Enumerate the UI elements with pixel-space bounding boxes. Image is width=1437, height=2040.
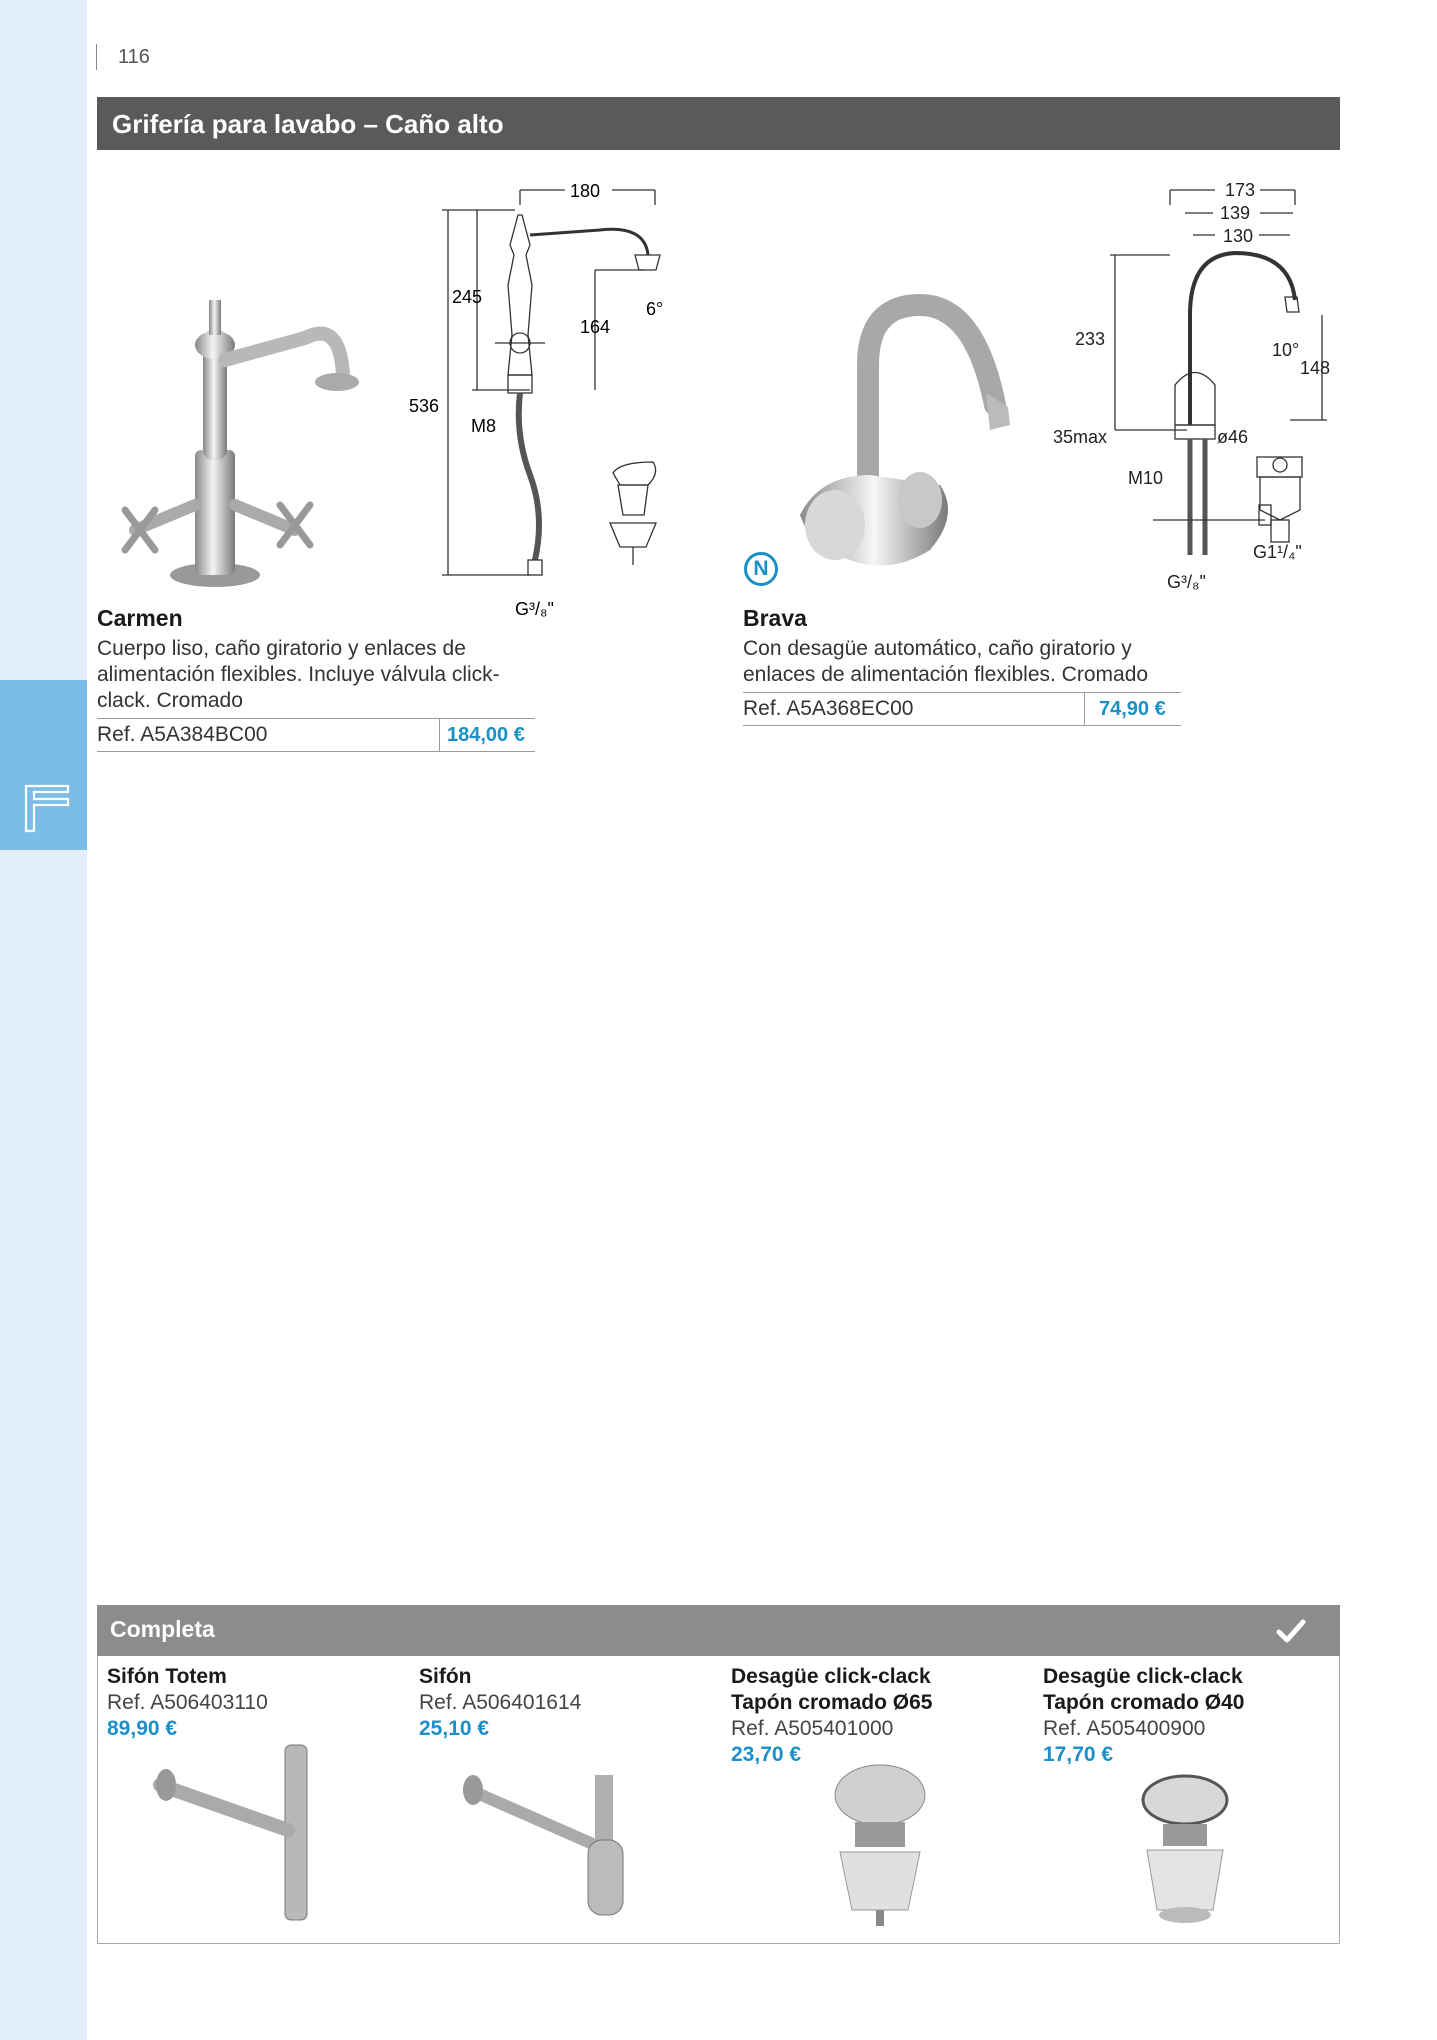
accessory-item [731,1664,1021,1768]
accessory-ref: Ref. A505401000 [731,1717,894,1740]
price: 74,90 € [1099,698,1166,720]
dim-diameter: ø46 [1217,427,1249,447]
complement-bar [97,1605,1340,1656]
product-name-carmen: Carmen [97,605,183,631]
ref-code: Ref. A5A384BC00 [97,723,268,746]
dim-245: 245 [452,287,483,307]
dim-angle: 6° [646,299,664,319]
brava-technical-drawing [1053,175,1345,595]
dim-164: 164 [580,317,611,337]
check-icon [1276,1618,1306,1644]
accessory-price: 17,70 € [1043,1743,1114,1766]
dim-thread: M10 [1128,468,1164,488]
accessory-price: 89,90 € [107,1717,178,1740]
drain-40-image [1125,1770,1245,1935]
brava-faucet-image [760,285,1030,585]
faucet-icon [22,783,74,835]
accessory-name: Desagüe click-clack [731,1665,931,1688]
accessory-ref: Ref. A506401614 [419,1691,582,1714]
ref-divider [1084,693,1085,725]
siphon-totem-image [150,1745,350,1925]
dim-173: 173 [1225,180,1256,200]
accessory-ref: Ref. A506403110 [107,1691,268,1714]
product-description-carmen [97,636,537,714]
dim-connector: G³/₈" [1167,572,1206,592]
product-description-brava [743,636,1203,688]
ref-code: Ref. A5A368EC00 [743,697,914,720]
description-line: clack. Cromado [97,689,243,712]
page-number: 116 [118,46,150,68]
dim-drain: G1¹/₄" [1253,542,1302,562]
carmen-faucet-image [115,290,375,595]
product-name-brava: Brava [743,605,807,631]
accessory-name: Sifón [419,1665,472,1688]
accessory-name: Tapón cromado Ø65 [731,1691,933,1714]
accessory-name: Desagüe click-clack [1043,1665,1243,1688]
accessory-item [107,1664,397,1742]
accessory-name: Tapón cromado Ø40 [1043,1691,1245,1714]
dim-536: 536 [409,396,440,416]
new-badge-icon: N [744,552,778,586]
accessory-name: Sifón Totem [107,1665,227,1688]
ref-divider [439,719,440,751]
dim-233: 233 [1075,329,1106,349]
accessory-item [1043,1664,1333,1768]
page-number-divider [96,44,97,70]
accessory-ref: Ref. A505400900 [1043,1717,1206,1740]
dim-connector: G³/₈" [515,599,554,619]
accessory-price: 25,10 € [419,1717,490,1740]
dim-max: 35max [1053,427,1108,447]
description-line: Con desagüe automático, caño giratorio y [743,637,1132,660]
dim-130: 130 [1223,226,1254,246]
siphon-image [455,1765,655,1925]
description-line: enlaces de alimentación flexibles. Cromado [743,663,1149,686]
dim-angle: 10° [1272,340,1300,360]
description-line: Cuerpo liso, caño giratorio y enlaces de [97,637,466,660]
drain-65-image [820,1760,940,1930]
sidebar [0,0,87,2040]
ref-row-carmen [97,718,535,752]
sidebar-category-tab[interactable] [0,680,87,850]
dim-thread: M8 [471,416,497,436]
ref-row-brava [743,692,1181,726]
carmen-technical-drawing [409,175,680,625]
dim-180: 180 [570,181,601,201]
dim-148: 148 [1300,358,1331,378]
price: 184,00 € [447,724,525,746]
accessory-item [419,1664,709,1742]
description-line: alimentación flexibles. Incluye válvula click- [97,663,500,686]
accessory-price: 23,70 € [731,1743,802,1766]
section-title: Grifería para lavabo – Caño alto [112,109,504,139]
dim-139: 139 [1220,203,1251,223]
complement-title: Completa [110,1616,215,1642]
